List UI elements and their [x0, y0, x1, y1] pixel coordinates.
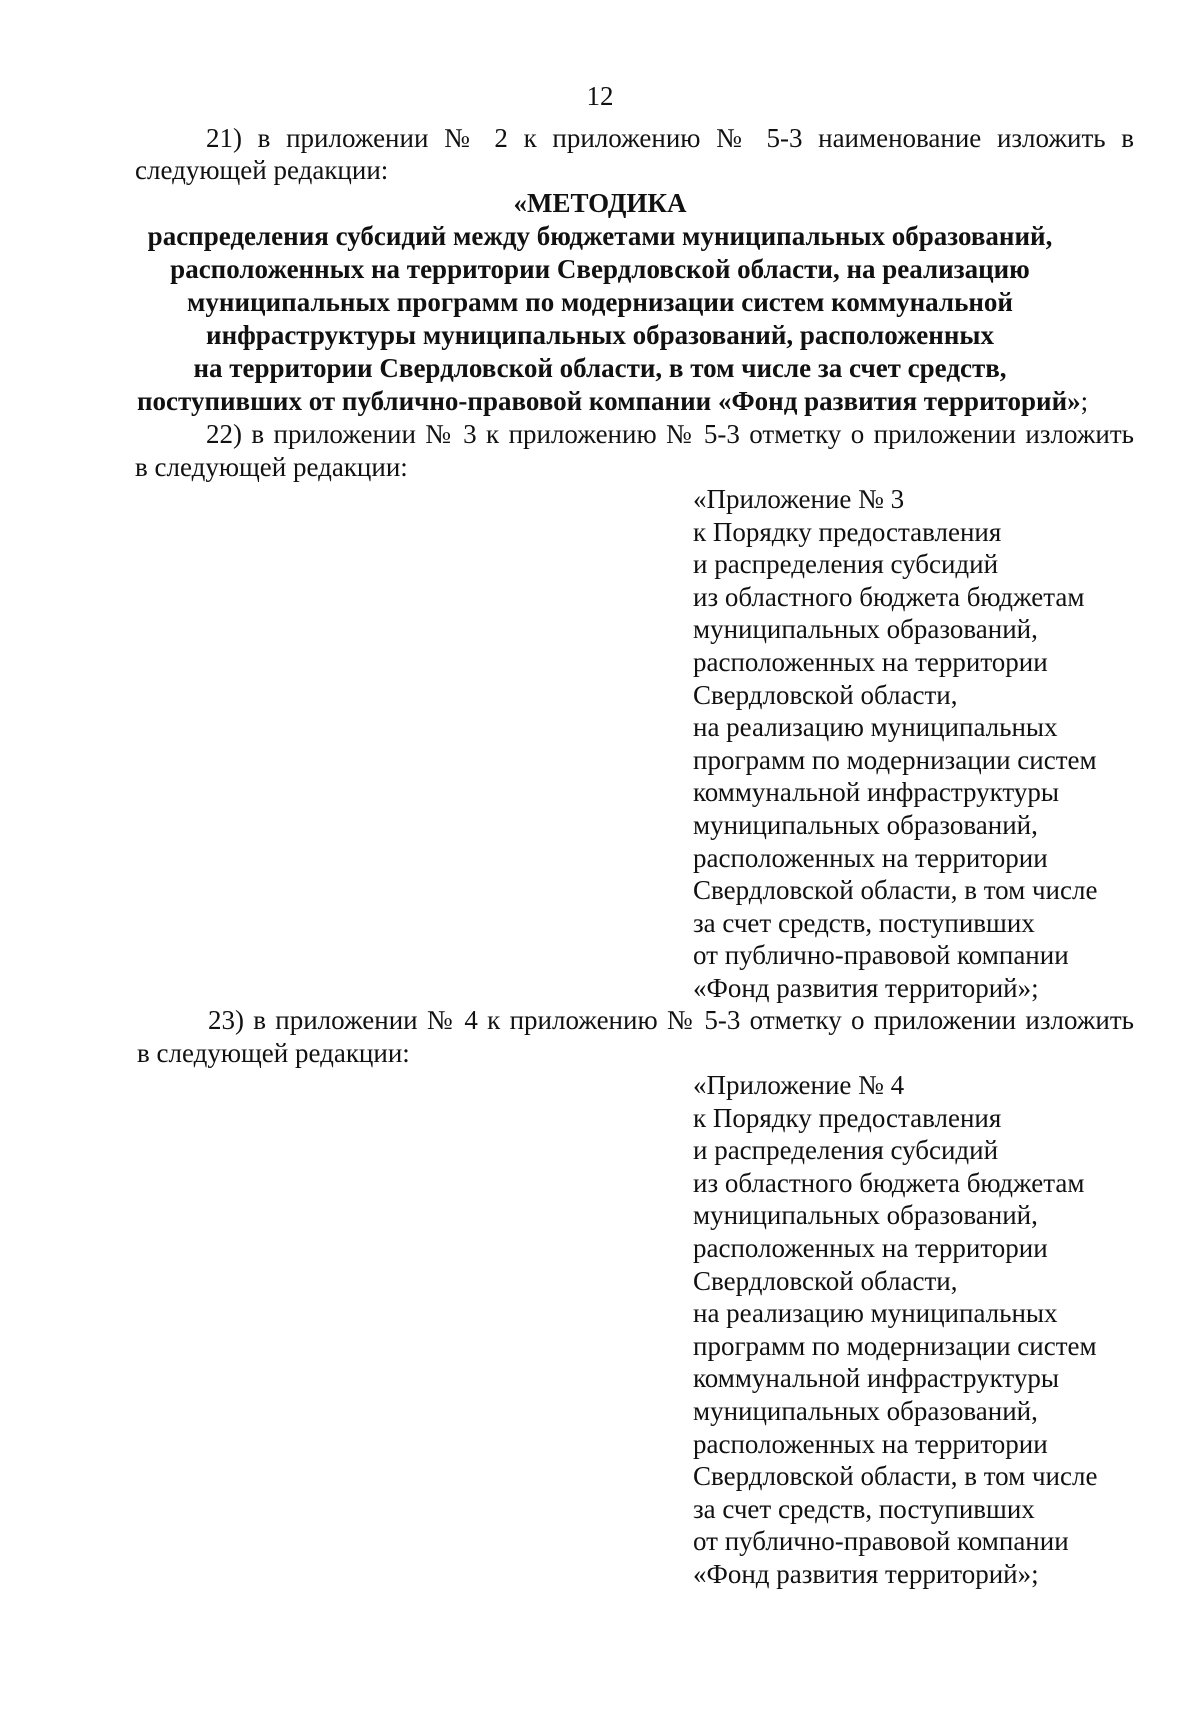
appendix-3-line: коммунальной инфраструктуры	[693, 777, 1059, 808]
appendix-4-line: от публично-правовой компании	[693, 1526, 1069, 1557]
item-22-line-1: 22) в приложении № 3 к приложению № 5-3 отметку о приложении изложить	[206, 419, 1134, 449]
appendix-4-line: муниципальных образований,	[693, 1395, 1038, 1426]
appendix-3-line: расположенных на территории	[693, 646, 1048, 677]
appendix-3-line: «Приложение № 3	[693, 484, 905, 514]
appendix-3-line: программ по модернизации систем	[693, 744, 1097, 775]
appendix-3-line: муниципальных образований,	[693, 614, 1038, 645]
methodology-heading: «МЕТОДИКА	[513, 188, 687, 218]
item-21-line-2: следующей редакции:	[135, 155, 389, 185]
appendix-3-line: муниципальных образований,	[693, 809, 1038, 840]
item-22-line-2: в следующей редакции:	[135, 452, 408, 482]
appendix-3-line: к Порядку предоставления	[693, 516, 1002, 547]
appendix-4-line: за счет средств, поступивших	[693, 1493, 1035, 1524]
appendix-3-block	[693, 483, 1097, 1005]
methodology-title-line-2: расположенных на территории Свердловской области, на реализацию	[170, 254, 1030, 284]
appendix-4-line: «Приложение № 4	[693, 1070, 905, 1100]
item-21-line-1: 21) в приложении № 2 к приложению № 5-3 наименование изложить в	[206, 123, 1134, 153]
appendix-4-line: расположенных на территории	[693, 1428, 1048, 1459]
appendix-3-line: и распределения субсидий	[693, 549, 999, 580]
appendix-3-line: «Фонд развития территорий»;	[693, 972, 1039, 1003]
appendix-4-line: коммунальной инфраструктуры	[693, 1363, 1059, 1394]
appendix-3-line: за счет средств, поступивших	[693, 907, 1035, 938]
appendix-3-line: Свердловской области,	[693, 679, 958, 710]
appendix-4-line: расположенных на территории	[693, 1232, 1048, 1263]
methodology-title-line-5: на территории Свердловской области, в том числе за счет средств,	[193, 353, 1007, 383]
methodology-title-line-4: инфраструктуры муниципальных образований, расположенных	[206, 320, 994, 350]
methodology-title-line-1: распределения субсидий между бюджетами муниципальных образований,	[147, 221, 1053, 251]
methodology-title-last-line: поступивших от публично-правовой компании «Фонд развития территорий»	[137, 386, 1081, 416]
methodology-title-line-3: муниципальных программ по модернизации систем коммунальной	[187, 287, 1013, 317]
appendix-3-line: от публично-правовой компании	[693, 940, 1069, 971]
appendix-3-line: из областного бюджета бюджетам	[693, 581, 1085, 612]
methodology-title-semicolon: ;	[1080, 386, 1089, 416]
appendix-4-line: к Порядку предоставления	[693, 1102, 1002, 1133]
appendix-4-line: программ по модернизации систем	[693, 1330, 1097, 1361]
appendix-4-line: муниципальных образований,	[693, 1200, 1038, 1231]
appendix-4-line: на реализацию муниципальных	[693, 1298, 1058, 1329]
appendix-3-line: Свердловской области, в том числе	[693, 875, 1098, 906]
appendix-4-line: и распределения субсидий	[693, 1135, 999, 1166]
methodology-title-line-6	[137, 385, 1134, 417]
page-number: 12	[586, 81, 614, 111]
item-23-line-2: в следующей редакции:	[137, 1038, 410, 1068]
appendix-4-line: Свердловской области,	[693, 1265, 958, 1296]
appendix-4-block	[693, 1069, 1097, 1591]
appendix-4-line: из областного бюджета бюджетам	[693, 1167, 1085, 1198]
appendix-3-line: на реализацию муниципальных	[693, 712, 1058, 743]
appendix-4-line: Свердловской области, в том числе	[693, 1461, 1098, 1492]
appendix-4-line: «Фонд развития территорий»;	[693, 1558, 1039, 1589]
appendix-3-line: расположенных на территории	[693, 842, 1048, 873]
item-23-line-1: 23) в приложении № 4 к приложению № 5-3 отметку о приложении изложить	[208, 1005, 1134, 1035]
